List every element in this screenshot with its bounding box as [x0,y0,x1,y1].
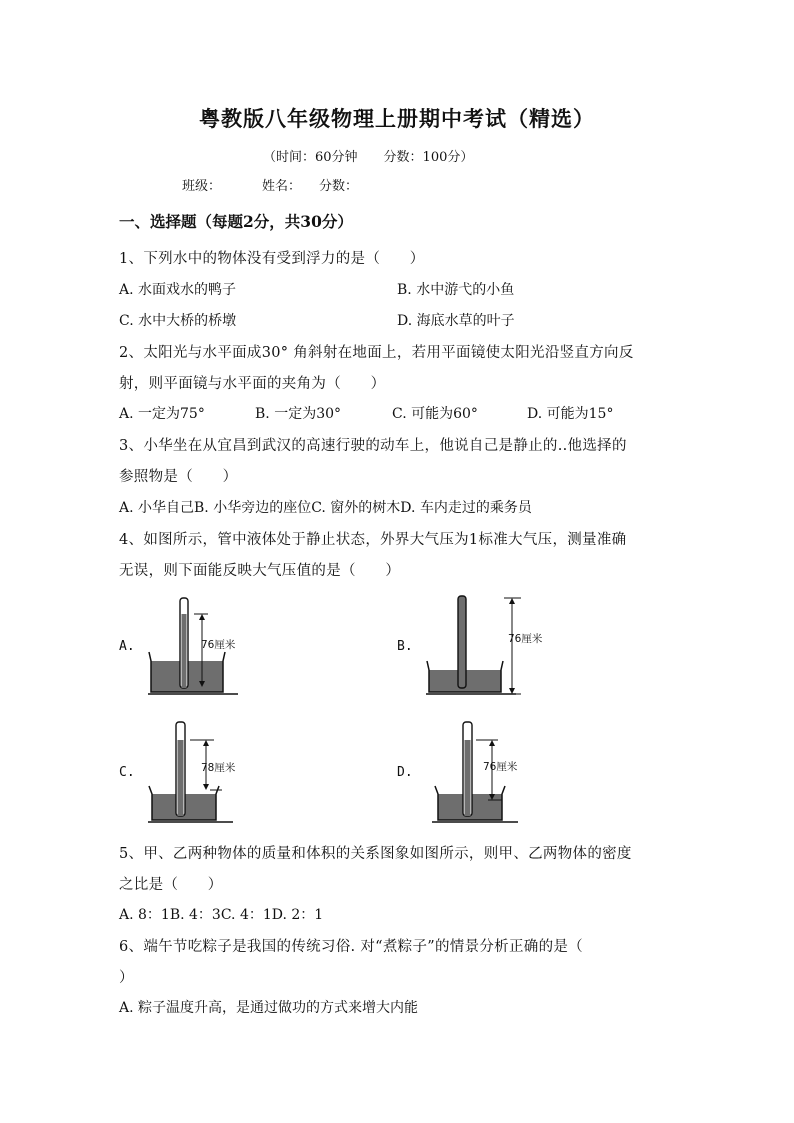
question-3-stem-line-2: 参照物是（ ） [119,469,238,485]
question-4-stem-line-2: 无误，则下面能反映大气压值的是（ ） [119,563,401,579]
class-label: 班级： [182,179,222,194]
time-score-line: （时间：60分钟 分数：100分） [263,150,474,165]
question-6-stem-line-1: 6、端午节吃粽子是我国的传统习俗. 对“煮粽子”的情景分析正确的是（ [119,939,583,955]
figure-a-label: A. [119,639,135,654]
question-1-stem: 1、下列水中的物体没有受到浮力的是（ ） [119,251,425,267]
figure-c-label: C. [119,765,135,780]
question-5-options: A. 8：1B. 4：3C. 4：1D. 2：1 [119,907,324,923]
figure-b-measure: 76厘米 [508,633,543,645]
figure-c-barometer [148,718,248,828]
question-5-stem-line-2: 之比是（ ） [119,877,223,893]
name-label: 姓名： [262,179,302,194]
question-2-stem-line-2: 射，则平面镜与水平面的夹角为（ ） [119,376,386,392]
figure-b-barometer [426,592,556,700]
question-2-option-d: D. 可能为15° [527,406,614,422]
question-3-options: A. 小华自己B. 小华旁边的座位C. 窗外的树木D. 车内走过的乘务员 [119,500,532,516]
question-6-stem-line-2: ） [119,970,134,986]
figure-c-measure: 78厘米 [201,762,236,774]
question-2-option-b: B. 一定为30° [255,406,342,422]
figure-d-barometer [426,718,546,828]
section-title: 一、选择题（每题2分，共30分） [119,212,353,231]
question-1-option-a: A. 水面戏水的鸭子 [119,282,237,298]
question-1-option-d: D. 海底水草的叶子 [397,313,515,329]
question-1-option-c: C. 水中大桥的桥墩 [119,313,237,329]
question-2-option-a: A. 一定为75° [119,406,205,422]
question-4-stem-line-1: 4、如图所示，管中液体处于静止状态，外界大气压为1标准大气压，测量准确 [119,532,627,548]
figure-b-label: B. [397,639,413,654]
question-5-stem-line-1: 5、甲、乙两种物体的质量和体积的关系图象如图所示，则甲、乙两物体的密度 [119,846,632,862]
figure-a-measure: 76厘米 [201,639,236,651]
score-label: 分数： [319,179,359,194]
figure-d-measure: 76厘米 [483,761,518,773]
question-2-option-c: C. 可能为60° [392,406,478,422]
page-title: 粤教版八年级物理上册期中考试（精选） [199,106,595,131]
question-2-stem-line-1: 2、太阳光与水平面成30° 角斜射在地面上，若用平面镜使太阳光沿竖直方向反 [119,345,634,361]
question-3-stem-line-1: 3、小华坐在从宜昌到武汉的高速行驶的动车上，他说自己是静止的..他选择的 [119,438,627,454]
question-6-option-a: A. 粽子温度升高，是通过做功的方式来增大内能 [119,1000,419,1016]
question-1-option-b: B. 水中游弋的小鱼 [397,282,515,298]
figure-d-label: D. [397,765,413,780]
figure-a-barometer [148,592,248,700]
